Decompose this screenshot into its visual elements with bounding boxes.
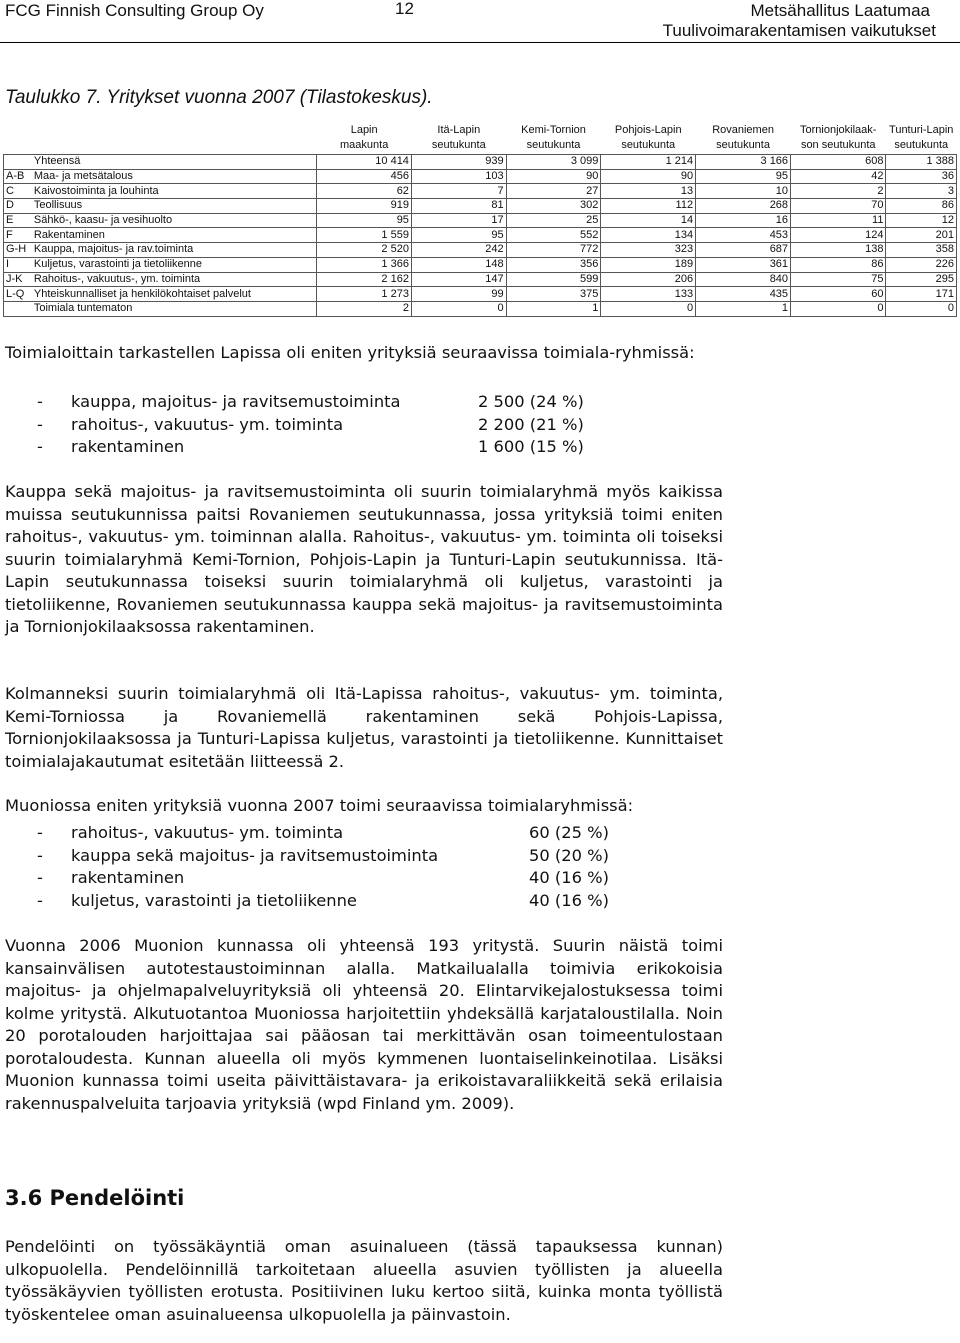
table-cell: 138 — [791, 243, 886, 258]
table-cell: 608 — [791, 155, 886, 170]
column-header: Rovaniemen seutukunta — [712, 124, 774, 151]
table-cell: 356 — [506, 257, 601, 272]
table-cell: 70 — [791, 199, 886, 214]
table-row — [4, 213, 957, 228]
table-cell: 3 099 — [506, 155, 601, 170]
table-cell: 11 — [791, 213, 886, 228]
table-cell: 171 — [886, 287, 957, 302]
table-cell: 27 — [506, 184, 601, 199]
muonio-intro-paragraph: Muoniossa eniten yrityksiä vuonna 2007 toimi seuraavissa toimialaryhmissä: — [5, 796, 634, 815]
table-cell: 0 — [601, 301, 696, 316]
industry-label: Maa- ja metsätalous — [32, 169, 317, 184]
table-cell: 14 — [601, 213, 696, 228]
table-cell: 226 — [886, 257, 957, 272]
table-cell: 3 166 — [696, 155, 791, 170]
table-cell: 552 — [506, 228, 601, 243]
table-cell: 295 — [886, 272, 957, 287]
page-header — [0, 0, 960, 42]
industry-label: Teollisuus — [32, 199, 317, 214]
table-cell: 2 520 — [317, 243, 412, 258]
table-cell: 1 388 — [886, 155, 957, 170]
industry-label: Toimiala tuntematon — [32, 301, 317, 316]
table-cell: 453 — [696, 228, 791, 243]
table-row — [4, 155, 957, 170]
industry-label: Kuljetus, varastointi ja tietoliikenne — [32, 257, 317, 272]
table-cell: 323 — [601, 243, 696, 258]
table-cell: 840 — [696, 272, 791, 287]
table-cell: 0 — [886, 301, 957, 316]
table-cell: 42 — [791, 169, 886, 184]
table-row — [4, 169, 957, 184]
table-cell: 2 162 — [317, 272, 412, 287]
table-cell: 124 — [791, 228, 886, 243]
table-cell: 7 — [411, 184, 506, 199]
column-header: Pohjois-Lapin seutukunta — [614, 124, 682, 151]
industry-label: Yhteiskunnalliset ja henkilökohtaiset palvelut — [32, 287, 317, 302]
muonio-companies-paragraph: Vuonna 2006 Muonion kunnassa oli yhteensä 193 yritystä. Suurin näistä toimi kansainvälisen autotestaustoiminnan alalla. Matkailualalla toimivia erikokoisia majoitus- ja ohjelmapalveluyrityksiä oli yhteensä 20. Elintarvikejalostuksessa toimi kolme yritystä. Alkutuotantoa Muoniossa harjoitettiin yhdeksällä karjataloustilalla. Noin 20 porotalouden harjoittajaa sai pääosan tai merkittävän osan toimeentulostaan porotaloudesta. Kunnan alueella oli myös kymmenen luontaiselinkeinotilaa. Lisäksi Muonion kunnassa toimi useita päivittäistavara- ja erikoistavaraliikkeitä sekä erilaisia rakennuspalveluita tarjoavia yrityksiä (wpd Finland ym. 2009). — [5, 936, 723, 1113]
table-cell: 201 — [886, 228, 957, 243]
table-cell: 134 — [601, 228, 696, 243]
table-cell: 1 273 — [317, 287, 412, 302]
third-largest-paragraph: Kolmanneksi suurin toimialaryhmä oli Itä-Lapissa rahoitus-, vakuutus- ym. toiminta, Kemi-Torniossa ja Rovaniemellä rakentaminen sekä Pohjois-Lapissa, Tornionjokilaaksossa ja Tunturi-Lapissa kuljetus, varastointi ja tietoliikenne. Kunnittaiset toimialajakautumat esitetään liitteessä 2. — [5, 684, 723, 771]
table-cell: 599 — [506, 272, 601, 287]
column-header: Kemi-Tornion seutukunta — [521, 124, 586, 151]
commuting-paragraph: Pendelöinti on työssäkäyntiä oman asuinalueen (tässä tapauksessa kunnan) ulkopuolella. Pendelöinnillä tarkoitetaan alueella asuvien työllisten ja alueella työssäkäyvien työllisten erotusta. Positiivinen luku kertoo siitä, kuinka monta työllistä työskentelee oman asuinalueensa ulkopuolella ja päinvastoin. — [5, 1237, 723, 1324]
table-row — [4, 243, 957, 258]
table-row — [4, 184, 957, 199]
section-heading: 3.6 Pendelöinti — [5, 1186, 185, 1210]
table-cell: 99 — [411, 287, 506, 302]
subregions-paragraph: Kauppa sekä majoitus- ja ravitsemustoiminta oli suurin toimialaryhmä myös kaikissa muissa seutukunnissa paitsi Rovaniemen seutukunnassa, jossa yrityksiä toimi eniten rahoitus-, vakuutus- ym. toiminnan alalla. Rahoitus-, vakuutus- ym. toiminta oli toiseksi suurin toimialaryhmä Kemi-Tornion, Pohjois-Lapin ja Tunturi-Lapin seutukunnissa. Itä-Lapin seutukunnassa toiseksi suurin toimialaryhmä oli kuljetus, varastointi ja tietoliikenne, Rovaniemen seutukunnassa kauppa sekä majoitus- ja ravitsemustoiminta ja Tornionjokilaaksossa rakentaminen. — [5, 482, 723, 636]
table-cell: 112 — [601, 199, 696, 214]
table-row — [4, 272, 957, 287]
industry-label: Yhteensä — [32, 155, 317, 170]
table-cell: 95 — [696, 169, 791, 184]
header-company: FCG Finnish Consulting Group Oy — [5, 1, 264, 20]
table-cell: 1 214 — [601, 155, 696, 170]
table-cell: 147 — [411, 272, 506, 287]
industry-label: Rahoitus-, vakuutus-, ym. toiminta — [32, 272, 317, 287]
industry-code — [4, 301, 32, 316]
industry-code: D — [4, 199, 32, 214]
table-cell: 456 — [317, 169, 412, 184]
table-cell: 1 366 — [317, 257, 412, 272]
column-header: Tornionjokilaak- son seutukunta — [800, 124, 877, 151]
table-cell: 3 — [886, 184, 957, 199]
table-cell: 95 — [317, 213, 412, 228]
industry-code: I — [4, 257, 32, 272]
table-cell: 919 — [317, 199, 412, 214]
industry-code: L-Q — [4, 287, 32, 302]
table-cell: 2 — [791, 184, 886, 199]
header-report-title: Tuulivoimarakentamisen vaikutukset — [662, 21, 936, 40]
table-cell: 86 — [791, 257, 886, 272]
table-cell: 189 — [601, 257, 696, 272]
table-cell: 103 — [411, 169, 506, 184]
table-cell: 13 — [601, 184, 696, 199]
table-cell: 358 — [886, 243, 957, 258]
table-cell: 12 — [886, 213, 957, 228]
table-cell: 90 — [601, 169, 696, 184]
table-row — [4, 228, 957, 243]
table-cell: 25 — [506, 213, 601, 228]
table-row — [4, 257, 957, 272]
industry-code: J-K — [4, 272, 32, 287]
table-cell: 302 — [506, 199, 601, 214]
industry-label: Sähkö-, kaasu- ja vesihuolto — [32, 213, 317, 228]
industry-code: C — [4, 184, 32, 199]
table-cell: 36 — [886, 169, 957, 184]
industry-code: G-H — [4, 243, 32, 258]
table-cell: 81 — [411, 199, 506, 214]
table-cell: 16 — [696, 213, 791, 228]
table-header-row — [4, 122, 957, 155]
table-cell: 242 — [411, 243, 506, 258]
table-cell: 10 — [696, 184, 791, 199]
page-number: 12 — [395, 0, 414, 18]
table-row — [4, 287, 957, 302]
header-divider — [0, 42, 960, 43]
industry-code: A-B — [4, 169, 32, 184]
industry-code: F — [4, 228, 32, 243]
table-cell: 62 — [317, 184, 412, 199]
table-cell: 148 — [411, 257, 506, 272]
table-cell: 90 — [506, 169, 601, 184]
table-cell: 95 — [411, 228, 506, 243]
table-cell: 361 — [696, 257, 791, 272]
column-header: Tunturi-Lapin seutukunta — [889, 124, 954, 151]
table-row — [4, 199, 957, 214]
table-cell: 1 — [696, 301, 791, 316]
industry-label: Rakentaminen — [32, 228, 317, 243]
table-caption: Taulukko 7. Yritykset vuonna 2007 (Tilastokeskus). — [5, 87, 433, 108]
companies-table — [3, 122, 957, 317]
table-cell: 133 — [601, 287, 696, 302]
table-cell: 375 — [506, 287, 601, 302]
column-header: Lapin maakunta — [340, 124, 389, 151]
table-cell: 2 — [317, 301, 412, 316]
table-cell: 268 — [696, 199, 791, 214]
table-cell: 60 — [791, 287, 886, 302]
table-cell: 1 559 — [317, 228, 412, 243]
industry-code — [4, 155, 32, 170]
industry-label: Kauppa, majoitus- ja rav.toiminta — [32, 243, 317, 258]
table-cell: 17 — [411, 213, 506, 228]
table-cell: 435 — [696, 287, 791, 302]
industry-code: E — [4, 213, 32, 228]
header-client: Metsähallitus Laatumaa — [750, 1, 930, 20]
table-cell: 772 — [506, 243, 601, 258]
table-cell: 206 — [601, 272, 696, 287]
table-cell: 0 — [791, 301, 886, 316]
table-cell: 0 — [411, 301, 506, 316]
table-cell: 10 414 — [317, 155, 412, 170]
table-cell: 75 — [791, 272, 886, 287]
intro-paragraph: Toimialoittain tarkastellen Lapissa oli eniten yrityksiä seuraavissa toimiala-ryhmissä: — [5, 343, 695, 362]
table-cell: 687 — [696, 243, 791, 258]
table-cell: 939 — [411, 155, 506, 170]
table-cell: 86 — [886, 199, 957, 214]
table-row — [4, 301, 957, 316]
column-header: Itä-Lapin seutukunta — [431, 124, 486, 151]
table-cell: 1 — [506, 301, 601, 316]
industry-label: Kaivostoiminta ja louhinta — [32, 184, 317, 199]
